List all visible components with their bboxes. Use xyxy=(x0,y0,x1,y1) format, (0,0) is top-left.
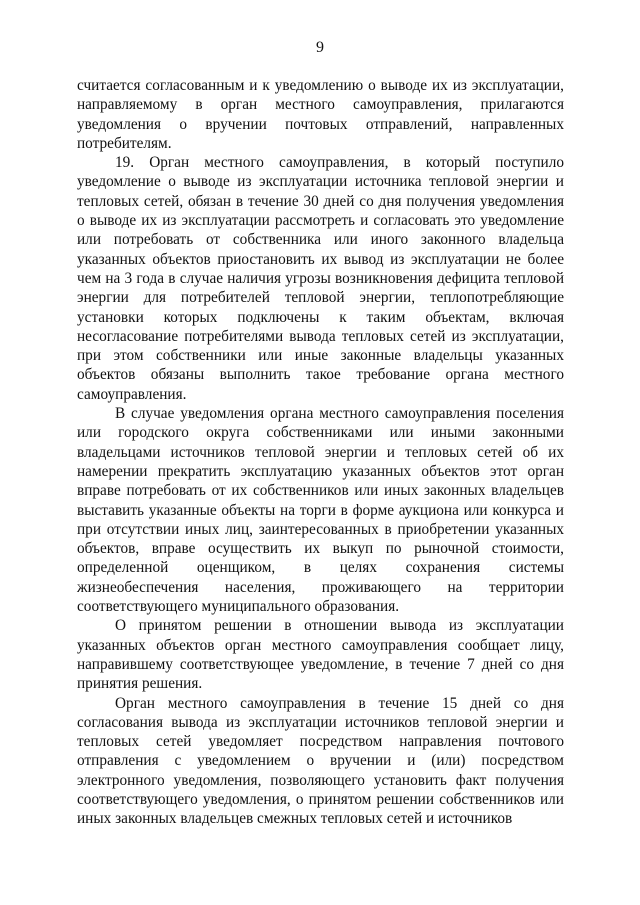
paragraph-adjacent-owners-notice: Орган местного самоуправления в течение 15 дней со дня согласования вывода из эксплуатации источников тепловой энергии и тепловых сетей уведомляет посредством направления почтового отправления с уведомлением о вручении и (или) посредством электронного уведомления, позволяющего установить факт получения соответствующего уведомления, о принятом решении собственников или иных законных владельцев смежных тепловых сетей и источников xyxy=(77,694,564,828)
paragraph-decision-notice: О принятом решении в отношении вывода из эксплуатации указанных объектов орган местного самоуправления сообщает лицу, направившему соответствующее уведомление, в течение 7 дней со дня принятия решения. xyxy=(77,617,564,693)
page-number: 9 xyxy=(316,39,324,56)
paragraph-buyout-right: В случае уведомления органа местного самоуправления поселения или городского округа собственниками или иными законными владельцами источников тепловой энергии и тепловых сетей об их намерении прекратить эксплуатацию указанных объектов этот орган вправе потребовать от их собственников или иных законных владельцев выставить указанные объекты на торги в форме аукциона или конкурса и при отсутствии иных лиц, заинтересованных в приобретении указанных объектов, вправе осуществить их выкуп по рыночной стоимости, определенной оценщиком, в целях сохранения системы жизнеобеспечения населения, проживающего на территории соответствующего муниципального образования. xyxy=(77,405,564,616)
document-body xyxy=(77,76,564,829)
paragraph-continuation: считается согласованным и к уведомлению о выводе их из эксплуатации, направляемому в орган местного самоуправления, прилагаются уведомления о вручении почтовых отправлений, направленных потребителям. xyxy=(77,77,564,152)
paragraph-item-19: 19. Орган местного самоуправления, в который поступило уведомление о выводе из эксплуатации источника тепловой энергии и тепловых сетей, обязан в течение 30 дней со дня получения уведомления о выводе их из эксплуатации рассмотреть и согласовать это уведомление или потребовать от собственника или иного законного владельца указанных объектов приостановить их вывод из эксплуатации не более чем на 3 года в случае наличия угрозы возникновения дефицита тепловой энергии для потребителей тепловой энергии, теплопотребляющие установки которых подключены к таким объектам, включая несогласование потребителями вывода тепловых сетей из эксплуатации, при этом собственники или иные законные владельцы указанных объектов обязаны выполнить такое требование органа местного самоуправления. xyxy=(77,154,564,403)
